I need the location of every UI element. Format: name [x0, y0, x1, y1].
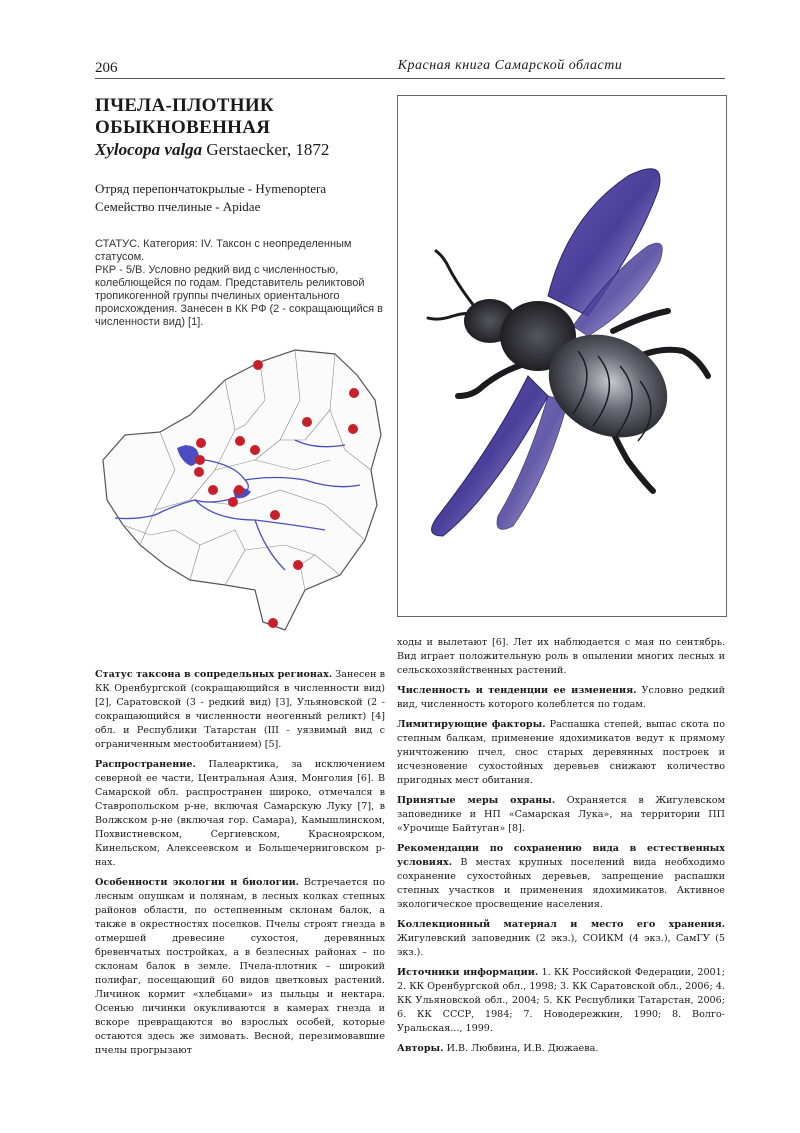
- left-text-column: [95, 668, 385, 1064]
- record-dot: [268, 618, 278, 628]
- record-dot: [293, 560, 303, 570]
- distribution-map: [95, 340, 385, 640]
- section-adjacent-regions: Статус таксона в сопредельных регионах. Занесен в КК Оренбургской (сокращающийся в численности вид) [2], Саратовской (3 - редкий вид) [3], Ульяновской (2 - сокращающийся в численности неогенный реликт) [4] обл. и Республики Татарстан (III - уязвимый вид с ограниченным местообитанием) [5].: [95, 669, 385, 750]
- section-sources: Источники информации. 1. КК Российской Федерации, 2001; 2. КК Оренбургской обл., 1998; 3. КК Саратовской обл., 2006; 4. КК Ульяновской обл., 2004; 5. КК Республики Татарстан, 2006; 6. КК СССР, 1984; 7. Новодережкин, 1990; 8. Волго-Уральская..., 1999.: [397, 967, 725, 1034]
- latin-name: Xylocopa valga: [95, 140, 203, 159]
- right-text-column: [397, 636, 725, 1062]
- record-dot: [194, 467, 204, 477]
- record-dot: [253, 360, 263, 370]
- species-author: Gerstaecker, 1872: [206, 140, 330, 159]
- running-header: Красная книга Самарской области: [397, 58, 623, 73]
- record-dot: [235, 436, 245, 446]
- page-number: 206: [95, 60, 118, 76]
- section-ecology: Особенности экологии и биологии. Встречается по лесным опушкам и полянам, в лесных колках степных районов области, по остепненным склонам балок, а также в окрестностях поселков. Пчелы строят гнезда в отмершей древесине сухостоя, деревянных бревенчатых постройках, а в безлесных районах – по склонам балок в земле. Пчела-плотник – широкий полифаг, посещающий 60 видов цветковых растений. Личинок кормит «хлебцами» из пыльцы и нектара. Осенью личинки окукливаются в камерах гнезда и вскоре превращаются во взрослых особей, которые остаются здесь же зимовать. Весной, перезимовавшие пчелы прогрызают: [95, 877, 385, 1056]
- title-line-2: ОБЫКНОВЕННАЯ: [95, 117, 271, 138]
- section-collections: Коллекционный материал и место его хранения. Жигулевский заповедник (2 экз.), СОИКМ (4 экз.), СамГУ (5 экз.).: [397, 919, 725, 958]
- record-dot: [208, 485, 218, 495]
- record-dot: [302, 417, 312, 427]
- status-category: СТАТУС. Категория: IV. Таксон с неопределенным статусом.: [95, 238, 352, 263]
- section-protection-measures: Принятые меры охраны. Охраняется в Жигулевском заповеднике и НП «Самарская Лука», на территории ПП «Урочище Байтуган» [8].: [397, 795, 725, 834]
- status-block: [95, 238, 385, 329]
- record-dot: [250, 445, 260, 455]
- header-rule: [95, 78, 725, 79]
- taxonomy: [95, 180, 326, 216]
- record-dot: [234, 485, 244, 495]
- section-authors: Авторы. И.В. Любвина, И.В. Дюжаева.: [397, 1043, 599, 1054]
- section-distribution: Распространение. Палеарктика, за исключением северной ее части, Центральная Азия, Монголия [6]. В Самарской обл. распространен широко, отмечался в Ставропольском р-не, включая Самарскую Луку [7], в Волжском р-не (включая гор. Самара), Камышлинском, Похвистневском, Сергиевском, Красноярском, Кинельском, Алексеевском и Большечерниговском р-нах.: [95, 759, 385, 868]
- record-dot: [348, 424, 358, 434]
- bee-illustration: [398, 96, 726, 616]
- latin-name-line: [95, 140, 329, 160]
- record-dot: [195, 455, 205, 465]
- taxon-family: Семейство пчелиные - Apidae: [95, 199, 261, 214]
- section-abundance: Численность и тенденции ее изменения. Условно редкий вид, численность которого колеблется по годам.: [397, 685, 725, 710]
- record-dot: [196, 438, 206, 448]
- section-limiting-factors: Лимитирующие факторы. Распашка степей, выпас скота по степным балкам, применение ядохимикатов ведут к прямому уничтожению пчел, снос старых деревянных построек и исчезновение сухостойных деревьев снижают количество пригодных мест обитания.: [397, 719, 725, 786]
- title-line-1: ПЧЕЛА-ПЛОТНИК: [95, 95, 274, 116]
- section-ecology-continued: ходы и вылетают [6]. Лет их наблюдается с мая по сентябрь. Вид играет положительную роль в опылении многих лесных и сельскохозяйственных растений.: [397, 637, 725, 676]
- record-dot: [270, 510, 280, 520]
- record-dot: [228, 497, 238, 507]
- status-rkr: РКР - 5/В. Условно редкий вид с численностью, колеблющейся по годам. Представитель реликтовой тропикогенной группы пчелиных ориентального происхождения. Занесен в КК РФ (2 - сокращающийся в численности вид) [1].: [95, 264, 383, 328]
- bee-illustration-frame: [397, 95, 727, 617]
- species-title: [95, 95, 385, 139]
- record-dot: [349, 388, 359, 398]
- taxon-order: Отряд перепончатокрылые - Hymenoptera: [95, 181, 327, 196]
- section-recommendations: Рекомендации по сохранению вида в естественных условиях. В местах крупных поселений вида необходимо сохранение сухостойных деревьев, запрещение распашки степных участков и применения ядохимикатов. Активное экологическое просвещение населения.: [397, 843, 725, 910]
